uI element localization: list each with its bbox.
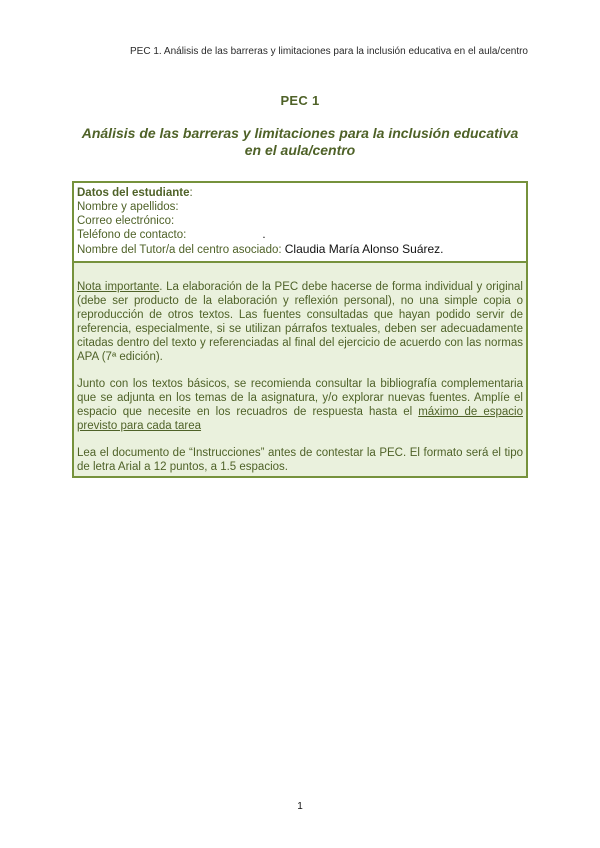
- note-paragraph-2: [77, 377, 523, 433]
- title-line-1: Análisis de las barreras y limitaciones para la inclusión educativa: [81, 125, 519, 141]
- email-label: Correo electrónico:: [77, 215, 175, 227]
- running-header: PEC 1. Análisis de las barreras y limitaciones para la inclusión educativa en el aula/centro: [130, 46, 528, 57]
- student-data-heading-row: [77, 186, 523, 200]
- phone-label: Teléfono de contacto:: [77, 229, 187, 241]
- note-paragraph-1: [77, 280, 523, 364]
- document-label: PEC 1: [280, 93, 320, 108]
- important-note-box: [72, 261, 528, 478]
- note-paragraph-3: Lea el documento de “Instrucciones” antes de contestar la PEC. El formato será el tipo de letra Arial a 12 puntos, a 1.5 espacios.: [77, 447, 523, 473]
- phone-row: [77, 228, 523, 242]
- heading-colon: :: [189, 187, 193, 199]
- tutor-name: Claudia María Alonso Suárez.: [284, 242, 444, 256]
- note-label: Nota importante: [77, 281, 160, 293]
- student-data-heading: Datos del estudiante: [77, 187, 190, 199]
- tutor-row: [77, 242, 523, 257]
- document-title: [72, 125, 528, 159]
- note-paragraph-2-text: Junto con los textos básicos, se recomienda consultar la bibliografía complementaria que se adjunta en los temas de la asignatura, y/o explorar nuevas fuentes. Amplíe el espacio que necesite en los recuadros de respuesta hasta el: [77, 378, 523, 418]
- phone-value: .: [262, 229, 266, 241]
- name-label: Nombre y apellidos:: [77, 201, 179, 213]
- tutor-label: Nombre del Tutor/a del centro asociado:: [77, 244, 282, 256]
- title-line-2: en el aula/centro: [244, 142, 356, 158]
- student-data-box: [72, 181, 528, 261]
- note-paragraph-2-underlined: máximo de espacio previsto para cada tarea: [77, 406, 523, 432]
- note-paragraph-1-text: . La elaboración de la PEC debe hacerse de forma individual y original (debe ser producto de la elaboración y reflexión personal), no una simple copia o reproducción de otros textos. Las fuentes consultadas que hayan podido servir de referencia, especialmente, si se utilizan párrafos textuales, deben ser adecuadamente citadas dentro del texto y referenciadas al final del ejercicio de acuerdo con las normas APA (7ª edición).: [77, 281, 523, 363]
- page-number: 1: [297, 801, 303, 812]
